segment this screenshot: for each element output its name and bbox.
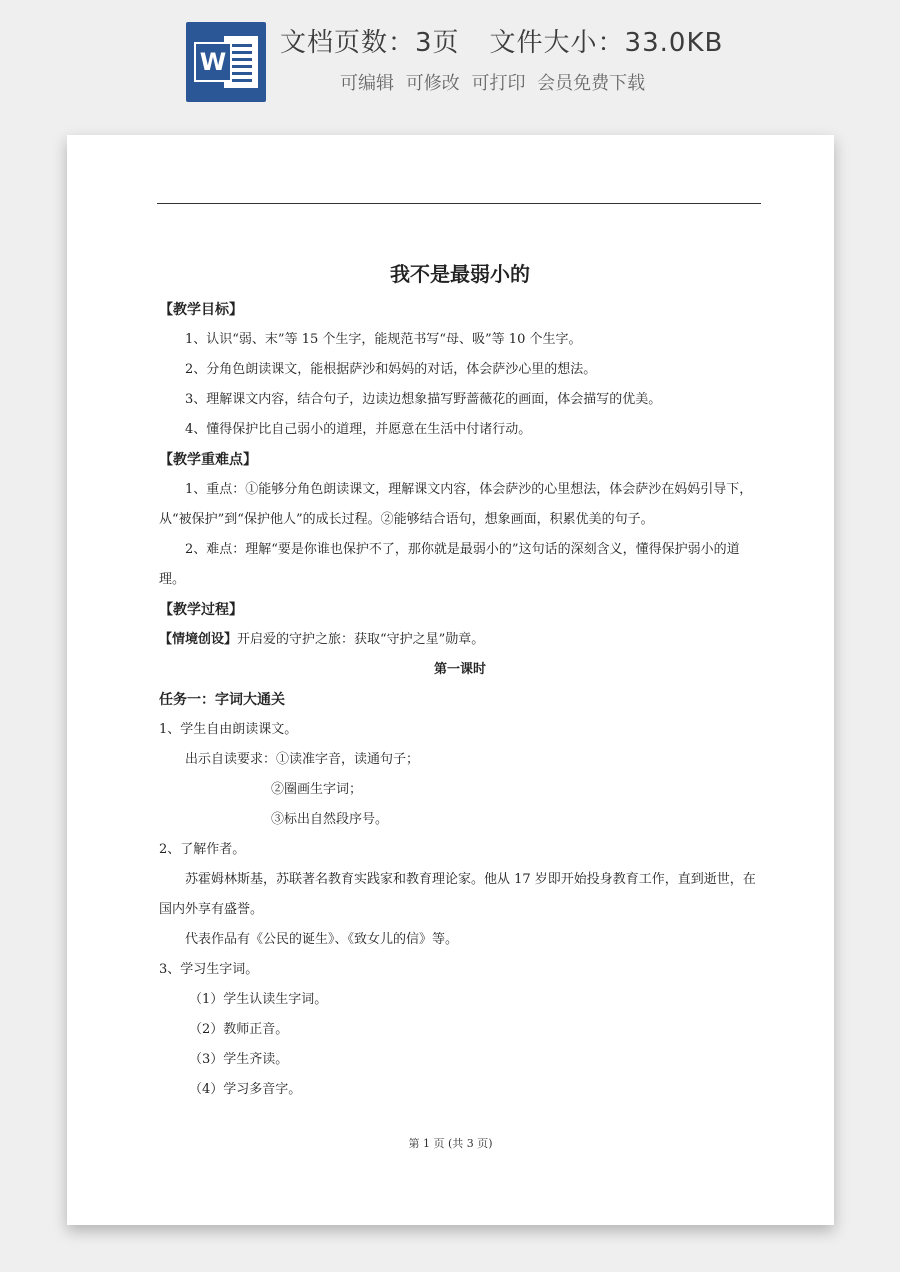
step-requirement: ②圈画生字词； [271, 782, 363, 797]
banner-tagline: 可编辑 可修改 可打印 会员免费下载 [340, 73, 646, 94]
page-footer: 第 1 页 (共 3 页) [408, 1137, 493, 1150]
works-paragraph: 代表作品有《公民的诞生》、《致女儿的信》等。 [185, 932, 459, 947]
sub-step: （2）教师正音。 [189, 1022, 289, 1037]
step-requirement: ③标出自然段序号。 [271, 812, 389, 827]
word-letter: W [194, 42, 232, 82]
author-paragraph: 苏霍姆林斯基，苏联著名教育实践家和教育理论家。他从 17 岁即开始投身教育工作，直到逝世，在国内外享有盛誉。 [159, 872, 756, 917]
process-heading: 【教学过程】 [159, 602, 243, 618]
goal-item: 4、懂得保护比自己弱小的道理，并愿意在生活中付诸行动。 [185, 422, 532, 437]
download-banner [0, 0, 900, 120]
lesson-title: 第一课时 [433, 662, 486, 677]
key-point: 2、难点：理解“要是你谁也保护不了，那你就是最弱小的”这句话的深刻含义，懂得保护弱小的道理。 [159, 542, 740, 587]
key-points-heading: 【教学重难点】 [159, 452, 257, 468]
document-title: 我不是最弱小的 [390, 262, 530, 286]
sub-step: （4）学习多音字。 [189, 1082, 302, 1097]
sub-step: （1）学生认读生字词。 [189, 992, 328, 1007]
page-count: 文档页数：3页 [280, 28, 460, 58]
document-content [159, 257, 761, 1105]
task-heading: 任务一：字词大通关 [159, 692, 285, 708]
sub-step: （3）学生齐读。 [189, 1052, 289, 1067]
goal-item: 1、认识“弱、末”等 15 个生字，能规范书写“母、吸”等 10 个生字。 [185, 332, 582, 347]
scenario-text: 开启爱的守护之旅：获取“守护之星”勋章。 [237, 632, 485, 647]
step-item: 2、了解作者。 [159, 842, 246, 857]
file-size: 文件大小：33.0KB [489, 28, 724, 58]
header-rule [157, 203, 761, 204]
goal-item: 2、分角色朗读课文，能根据萨沙和妈妈的对话，体会萨沙心里的想法。 [185, 362, 597, 377]
word-document-icon [186, 22, 266, 102]
scenario-paragraph [159, 625, 761, 655]
scenario-label: 【情境创设】 [159, 632, 238, 647]
step-item: 1、学生自由朗读课文。 [159, 722, 298, 737]
goal-item: 3、理解课文内容，结合句子，边读边想象描写野蔷薇花的画面，体会描写的优美。 [185, 392, 662, 407]
banner-info [280, 22, 740, 95]
key-point: 1、重点：①能够分角色朗读课文，理解课文内容，体会萨沙的心里想法，体会萨沙在妈妈引导下，从“被保护”到“保护他人”的成长过程。②能够结合语句，想象画面，积累优美的句子。 [159, 482, 753, 527]
goals-heading: 【教学目标】 [159, 302, 243, 318]
step-item: 3、学习生字词。 [159, 962, 259, 977]
step-requirement: 出示自读要求：①读准字音，读通句子； [185, 752, 420, 767]
document-page [67, 135, 834, 1225]
file-stats [280, 22, 740, 59]
